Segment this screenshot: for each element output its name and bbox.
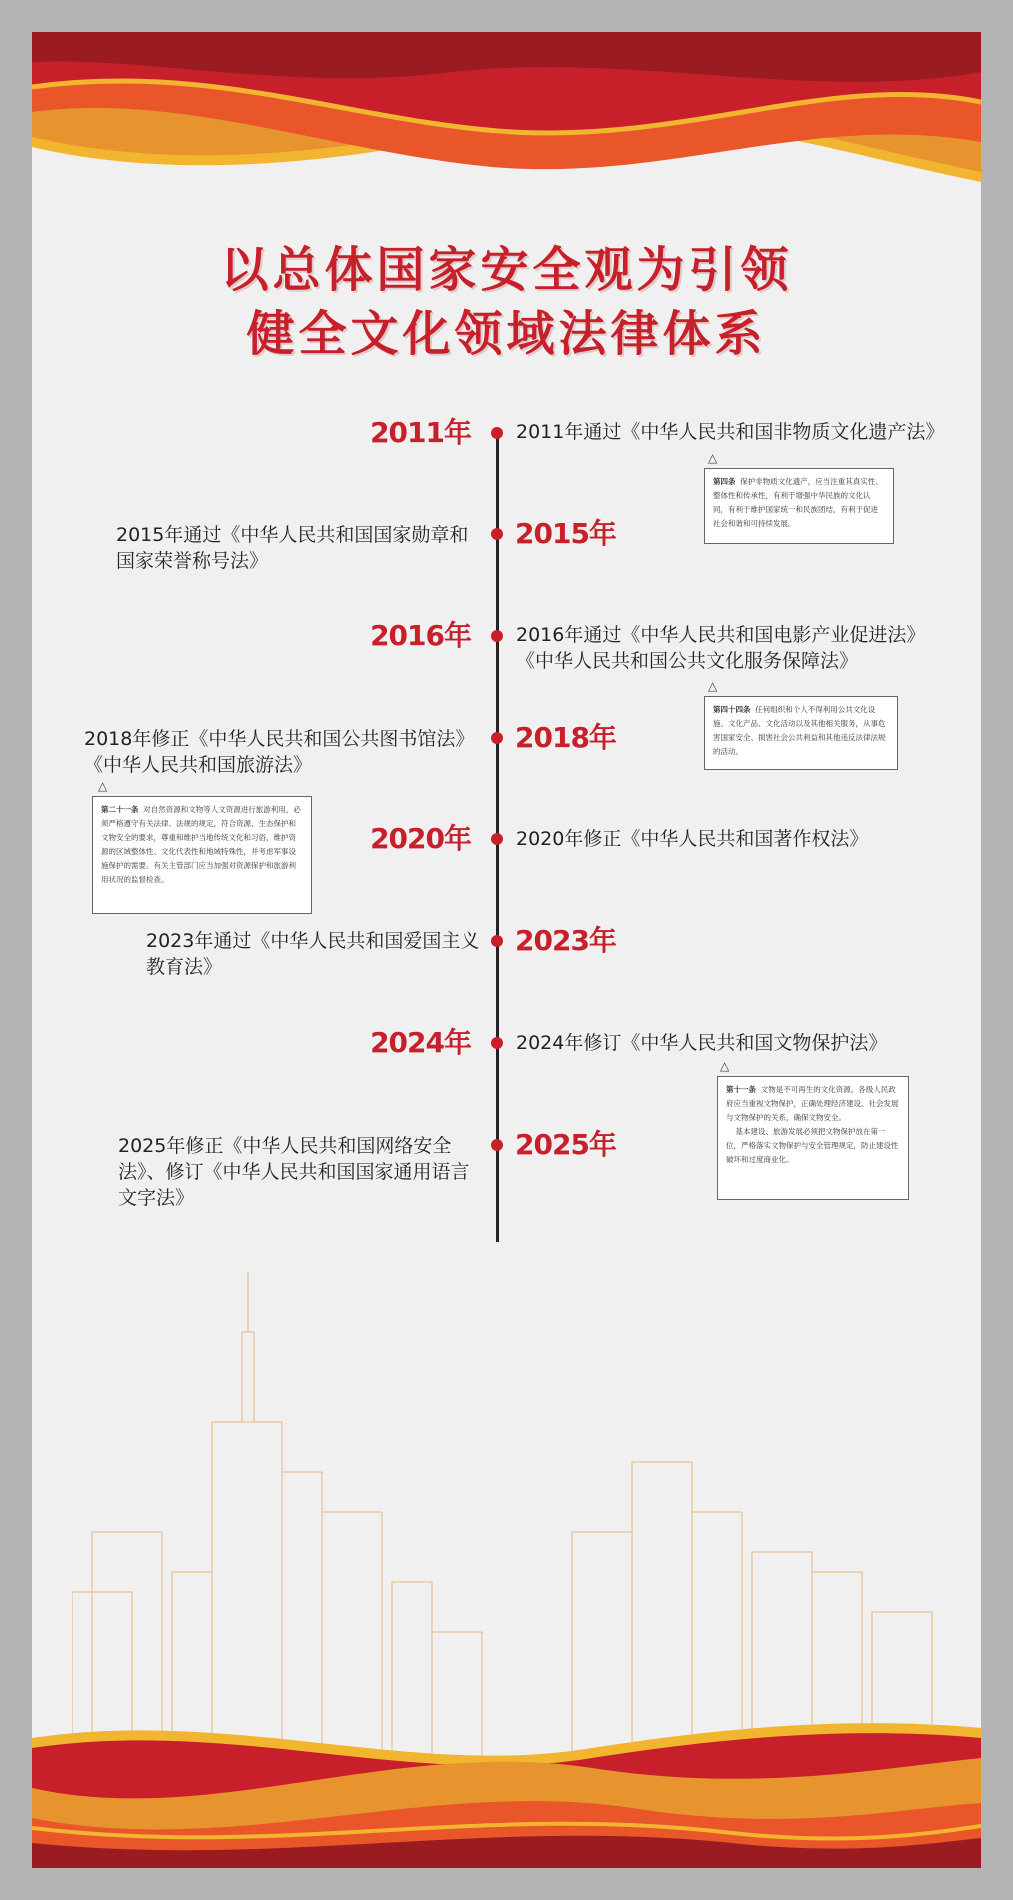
timeline-dot-2018: [491, 732, 503, 744]
note-heading: 第四条: [713, 477, 736, 486]
note-pointer-icon: △: [98, 779, 108, 793]
law-note-2011: [704, 468, 894, 544]
timeline-year-2024: 2024年: [370, 1026, 471, 1059]
timeline-year-2015: 2015年: [515, 517, 616, 550]
timeline-dot-2023: [491, 935, 503, 947]
note-heading: 第四十四条: [713, 705, 751, 714]
timeline-dot-2016: [491, 630, 503, 642]
top-wave-decoration: [32, 32, 981, 232]
poster: [32, 32, 981, 1868]
timeline-year-2016: 2016年: [370, 619, 471, 652]
note-text: 基本建设、旅游发展必须把文物保护放在第一位，严格落实文物保护与安全管理规定，防止建设性破坏和过度商业化。: [726, 1127, 899, 1164]
note-heading: 第二十一条: [101, 805, 139, 814]
note-text: 文物是不可再生的文化资源。各级人民政府应当重视文物保护，正确处理经济建设、社会发展与文物保护的关系，确保文物安全。: [726, 1085, 899, 1122]
note-text: 保护非物质文化遗产，应当注重其真实性、整体性和传承性，有利于增强中华民族的文化认同，有利于维护国家统一和民族团结，有利于促进社会和谐和可持续发展。: [713, 477, 883, 528]
note-pointer-icon: △: [720, 1059, 730, 1073]
note-pointer-icon: △: [708, 451, 718, 465]
timeline-year-2020: 2020年: [370, 822, 471, 855]
timeline-event-2011: 2011年通过《中华人民共和国非物质文化遗产法》: [516, 421, 945, 443]
timeline-event-2020: 2020年修正《中华人民共和国著作权法》: [516, 828, 869, 850]
timeline-year-2011: 2011年: [370, 416, 471, 449]
timeline-dot-2025: [491, 1139, 503, 1151]
timeline-dot-2015: [491, 528, 503, 540]
timeline-year-2025: 2025年: [515, 1128, 616, 1161]
note-text: 对自然资源和文物等人文资源进行旅游利用，必须严格遵守有关法律、法规的规定，符合资源、生态保护和文物安全的要求，尊重和维护当地传统文化和习俗，维护资源的区域整体性、文化代表性和地域特殊性，并考虑军事设施保护的需要。有关主管部门应当加强对资源保护和旅游利用状况的监督检查。: [101, 805, 301, 884]
law-note-2024: [717, 1076, 909, 1200]
timeline-event-2016: 2016年通过《中华人民共和国电影产业促进法》《中华人民共和国公共文化服务保障法》: [516, 624, 926, 672]
timeline-dot-2011: [491, 427, 503, 439]
timeline-event-2023: 2023年通过《中华人民共和国爱国主义教育法》: [146, 930, 480, 978]
timeline-event-2015: 2015年通过《中华人民共和国国家勋章和国家荣誉称号法》: [116, 524, 469, 572]
note-heading: 第十一条: [726, 1085, 756, 1094]
law-note-2016: [704, 696, 898, 770]
page-title-line-2: 健全文化领域法律体系: [246, 306, 767, 362]
timeline-event-2024: 2024年修订《中华人民共和国文物保护法》: [516, 1032, 888, 1054]
law-note-2018: [92, 796, 312, 914]
note-pointer-icon: △: [708, 679, 718, 693]
timeline-year-2018: 2018年: [515, 721, 616, 754]
page-title-line-1: 以总体国家安全观为引领: [220, 242, 793, 298]
note-text: 任何组织和个人不得利用公共文化设施、文化产品、文化活动以及其他相关服务，从事危害国家安全、损害社会公共利益和其他违反法律法规的活动。: [713, 705, 886, 756]
bottom-wave-decoration: [32, 1708, 981, 1868]
timeline-event-2018: 2018年修正《中华人民共和国公共图书馆法》《中华人民共和国旅游法》: [84, 728, 475, 776]
timeline-event-2025: 2025年修正《中华人民共和国网络安全法》、修订《中华人民共和国国家通用语言文字法》: [118, 1135, 470, 1209]
timeline-dot-2024: [491, 1037, 503, 1049]
timeline-dot-2020: [491, 833, 503, 845]
timeline-year-2023: 2023年: [515, 924, 616, 957]
